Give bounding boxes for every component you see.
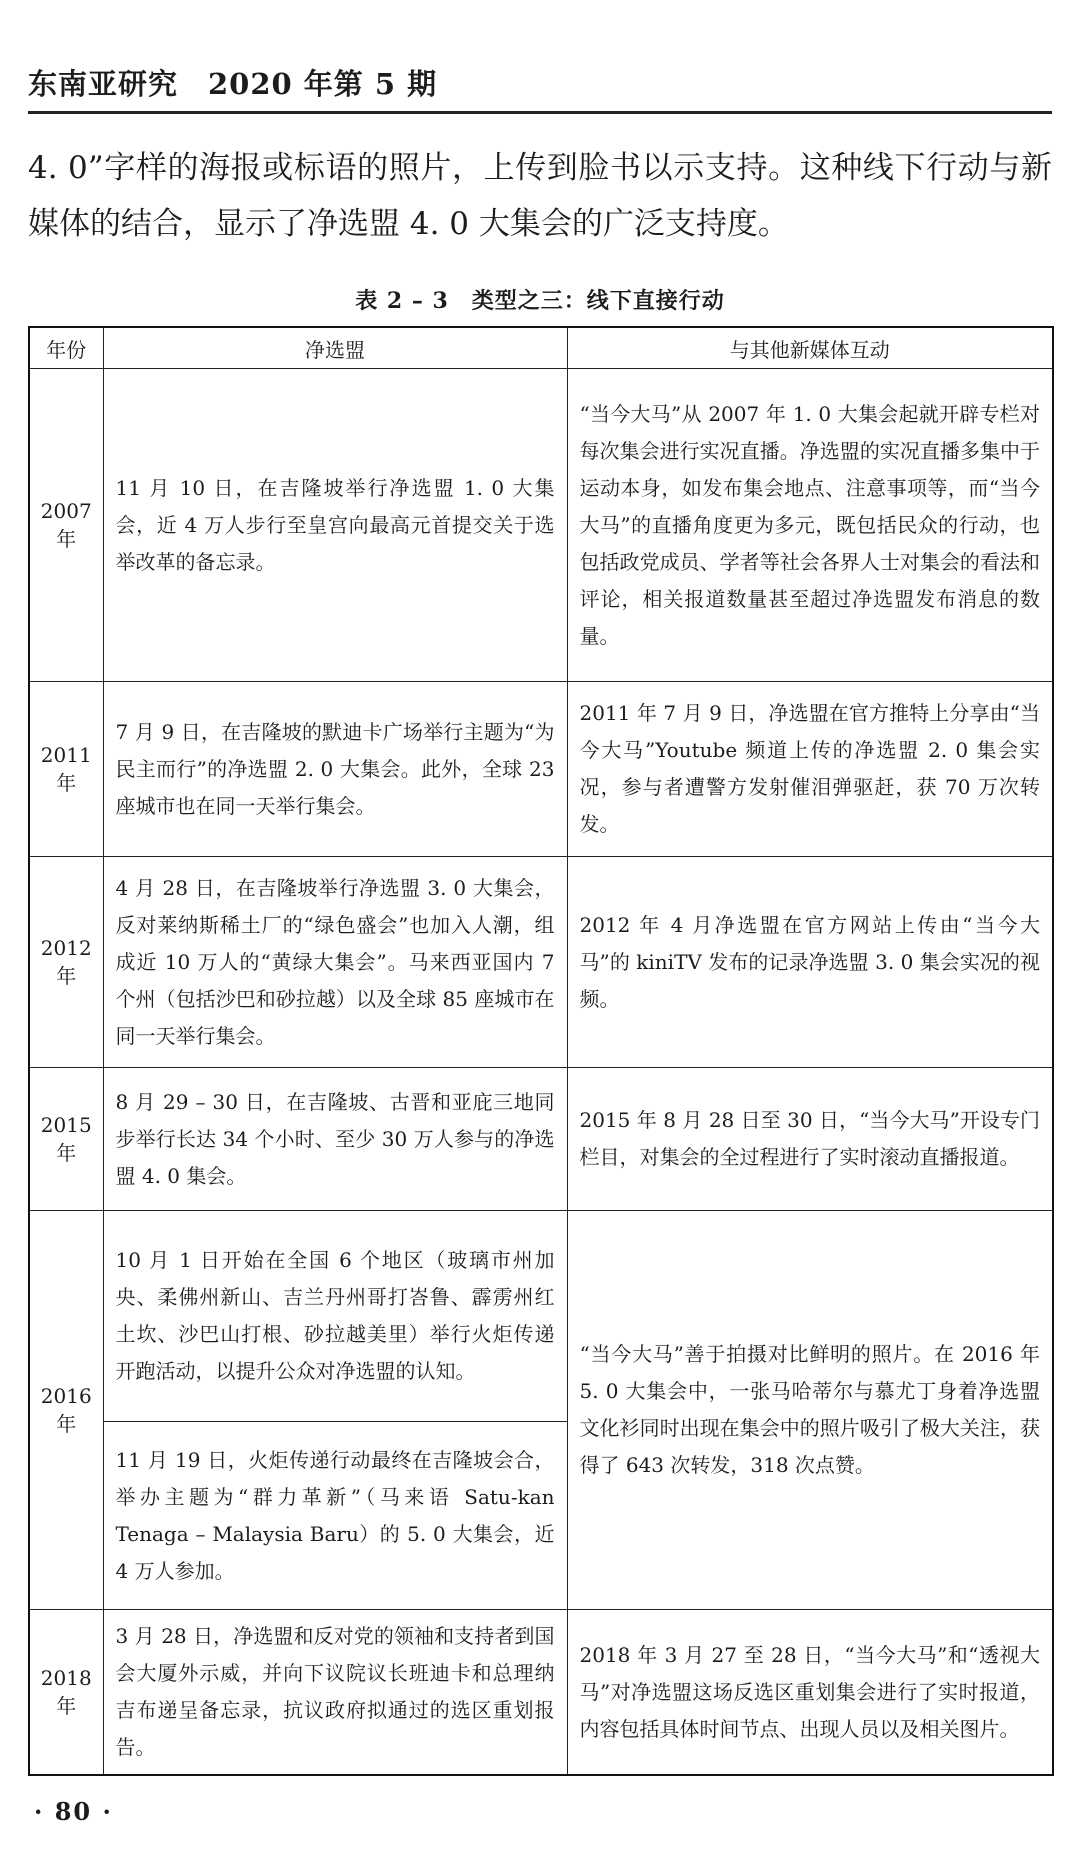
column-header-bersih: 净选盟 (103, 327, 567, 369)
media-cell: 2018 年 3 月 27 至 28 日，“当今大马”和“透视大马”对净选盟这场反选区重划集会进行了实时报道，内容包括具体时间节点、出现人员以及相关图片。 (567, 1610, 1053, 1776)
column-header-year: 年份 (29, 327, 103, 369)
year-cell: 2012 年 (29, 857, 103, 1068)
table-caption: 表 2 – 3 类型之三：线下直接行动 (355, 288, 725, 314)
running-header: 东南亚研究 2020 年第 5 期 (28, 67, 438, 101)
bersih-cell: 11 月 19 日，火炬传递行动最终在吉隆坡会合，举办主题为“群力革新”（马来语 Satu-kan Tenaga – Malaysia Baru）的 5. 0 大集会，近 4 万人参加。 (103, 1422, 567, 1610)
column-header-media: 与其他新媒体互动 (567, 327, 1053, 369)
bersih-cell: 3 月 28 日，净选盟和反对党的领袖和支持者到国会大厦外示威，并向下议院议长班迪卡和总理纳吉布递呈备忘录，抗议政府拟通过的选区重划报告。 (103, 1610, 567, 1776)
table-row (29, 857, 1053, 1068)
bersih-cell: 10 月 1 日开始在全国 6 个地区（玻璃市州加央、柔佛州新山、吉兰丹州哥打峇鲁、霹雳州红土坎、沙巴山打根、砂拉越美里）举行火炬传递开跑活动，以提升公众对净选盟的认知。 (103, 1211, 567, 1422)
table-row (29, 1211, 1053, 1422)
media-cell: 2011 年 7 月 9 日，净选盟在官方推特上分享由“当今大马”Youtube 频道上传的净选盟 2. 0 集会实况，参与者遭警方发射催泪弹驱赶，获 70 万次转发。 (567, 682, 1053, 857)
table-row (29, 369, 1053, 682)
table-row (29, 682, 1053, 857)
bersih-cell: 11 月 10 日，在吉隆坡举行净选盟 1. 0 大集会，近 4 万人步行至皇宫向最高元首提交关于选举改革的备忘录。 (103, 369, 567, 682)
bersih-cell: 7 月 9 日，在吉隆坡的默迪卡广场举行主题为“为民主而行”的净选盟 2. 0 大集会。此外，全球 23 座城市也在同一天举行集会。 (103, 682, 567, 857)
year-cell: 2015 年 (29, 1068, 103, 1211)
page-number: · 80 · (34, 1797, 113, 1826)
year-cell: 2007 年 (29, 369, 103, 682)
table-row (29, 1068, 1053, 1211)
bersih-cell: 4 月 28 日，在吉隆坡举行净选盟 3. 0 大集会，反对莱纳斯稀土厂的“绿色盛会”也加入人潮，组成近 10 万人的“黄绿大集会”。马来西亚国内 7 个州（包括沙巴和砂拉越）以及全球 85 座城市在同一天举行集会。 (103, 857, 567, 1068)
year-cell: 2018 年 (29, 1610, 103, 1776)
table-row (29, 1610, 1053, 1776)
year-cell: 2011 年 (29, 682, 103, 857)
year-cell: 2016 年 (29, 1211, 103, 1610)
media-cell: 2012 年 4 月净选盟在官方网站上传由“当今大马”的 kiniTV 发布的记录净选盟 3. 0 集会实况的视频。 (567, 857, 1053, 1068)
table-header-row (29, 327, 1053, 369)
header-rule (28, 111, 1052, 114)
actions-table (28, 326, 1054, 1776)
media-cell: “当今大马”善于拍摄对比鲜明的照片。在 2016 年 5. 0 大集会中，一张马哈蒂尔与慕尤丁身着净选盟文化衫同时出现在集会中的照片吸引了极大关注，获得了 643 次转发，318 次点赞。 (567, 1211, 1053, 1610)
media-cell: “当今大马”从 2007 年 1. 0 大集会起就开辟专栏对每次集会进行实况直播。净选盟的实况直播多集中于运动本身，如发布集会地点、注意事项等，而“当今大马”的直播角度更为多元，既包括民众的行动，也包括政党成员、学者等社会各界人士对集会的看法和评论，相关报道数量甚至超过净选盟发布消息的数量。 (567, 369, 1053, 682)
bersih-cell: 8 月 29 – 30 日，在吉隆坡、古晋和亚庇三地同步举行长达 34 个小时、至少 30 万人参与的净选盟 4. 0 集会。 (103, 1068, 567, 1211)
media-cell: 2015 年 8 月 28 日至 30 日，“当今大马”开设专门栏目，对集会的全过程进行了实时滚动直播报道。 (567, 1068, 1053, 1211)
intro-paragraph: 4. 0”字样的海报或标语的照片，上传到脸书以示支持。这种线下行动与新媒体的结合，显示了净选盟 4. 0 大集会的广泛支持度。 (28, 150, 1052, 242)
